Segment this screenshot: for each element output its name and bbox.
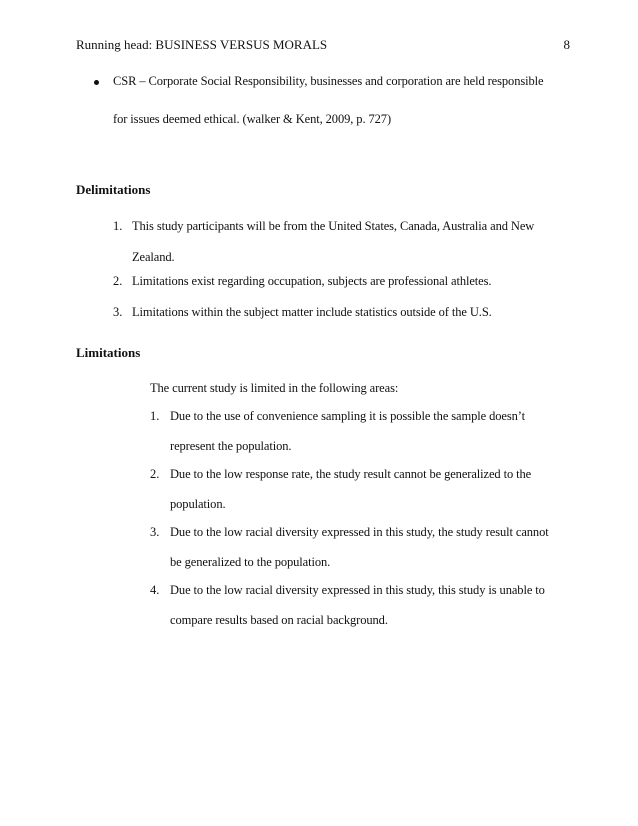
bullet-line-1: CSR – Corporate Social Responsibility, businesses and corporation are held responsible xyxy=(113,74,544,88)
delimitations-heading: Delimitations xyxy=(76,182,151,197)
delimitation-item-2-line-1: Limitations exist regarding occupation, subjects are professional athletes. xyxy=(132,274,492,288)
limitation-item-4-line-2: compare results based on racial background. xyxy=(170,613,388,627)
limitation-item-3-line-1: Due to the low racial diversity expressed in this study, the study result cannot xyxy=(170,525,549,539)
limitation-item-2-line-1: Due to the low response rate, the study result cannot be generalized to the xyxy=(170,467,532,481)
bullet-line-2: for issues deemed ethical. (walker & Kent, 2009, p. 727) xyxy=(113,112,392,126)
limitation-item-4-line-1: Due to the low racial diversity expressed in this study, this study is unable to xyxy=(170,583,545,597)
bullet-icon xyxy=(94,80,99,85)
running-head: Running head: BUSINESS VERSUS MORALS xyxy=(76,37,328,52)
delimitation-number-3: 3. xyxy=(113,305,123,319)
delimitation-number-2: 2. xyxy=(113,274,123,288)
page-number: 8 xyxy=(563,37,570,52)
limitation-number-2: 2. xyxy=(150,467,160,481)
limitation-item-2-line-2: population. xyxy=(170,497,226,511)
delimitation-item-3-line-1: Limitations within the subject matter include statistics outside of the U.S. xyxy=(132,305,492,319)
limitation-item-3-line-2: be generalized to the population. xyxy=(170,555,331,569)
limitation-number-1: 1. xyxy=(150,409,160,423)
limitations-intro: The current study is limited in the following areas: xyxy=(150,381,399,395)
limitation-number-4: 4. xyxy=(150,583,160,597)
delimitation-item-1-line-2: Zealand. xyxy=(132,250,175,264)
delimitation-number-1: 1. xyxy=(113,219,123,233)
limitation-item-1-line-2: represent the population. xyxy=(170,439,292,453)
delimitation-item-1-line-1: This study participants will be from the United States, Canada, Australia and New xyxy=(132,219,535,233)
limitations-heading: Limitations xyxy=(76,345,141,360)
limitation-number-3: 3. xyxy=(150,525,160,539)
limitation-item-1-line-1: Due to the use of convenience sampling it is possible the sample doesn’t xyxy=(170,409,525,423)
